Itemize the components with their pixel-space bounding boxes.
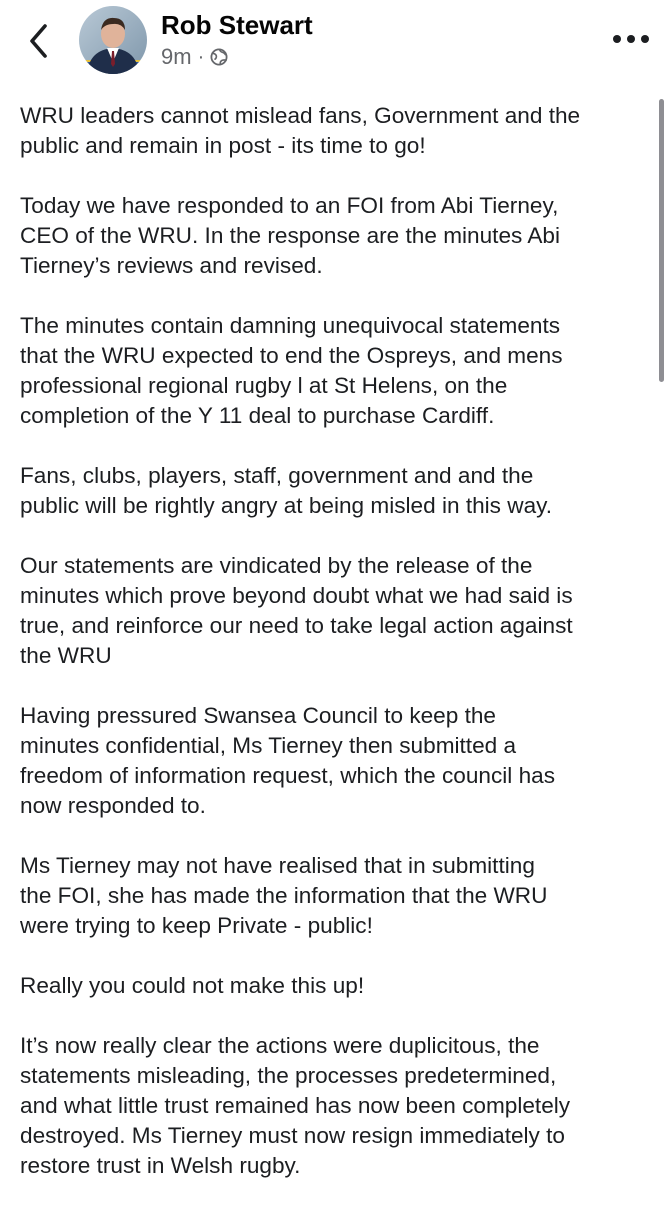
post-paragraph	[20, 851, 650, 941]
post-text-line: freedom of information request, which the council has	[20, 763, 556, 788]
post-text-line: true, and reinforce our need to take legal action against	[20, 613, 573, 638]
post-paragraph	[20, 101, 650, 161]
post-text-line: Having pressured Swansea Council to keep the	[20, 703, 497, 728]
post-text-line: and what little trust remained has now been completely	[20, 1093, 571, 1118]
post-text-line: Today we have responded to an FOI from Abi Tierney,	[20, 193, 559, 218]
post-paragraph	[20, 311, 650, 431]
more-horizontal-icon	[613, 35, 621, 43]
post-paragraph	[20, 461, 650, 521]
globe-icon[interactable]	[210, 48, 228, 66]
post-text-line: minutes confidential, Ms Tierney then submitted a	[20, 733, 517, 758]
post-header	[0, 0, 668, 84]
scrollbar[interactable]	[659, 99, 664, 382]
back-button[interactable]	[22, 20, 56, 62]
post-text-line: completion of the Y 11 deal to purchase Cardiff.	[20, 403, 495, 428]
post-meta	[161, 44, 228, 70]
post-text-line: statements misleading, the processes predetermined,	[20, 1063, 557, 1088]
post-text-line: WRU leaders cannot mislead fans, Government and the	[20, 103, 581, 128]
post-paragraph	[20, 551, 650, 671]
meta-separator: ·	[197, 46, 205, 68]
post-text-line: Our statements are vindicated by the release of the	[20, 553, 533, 578]
post-text-line: Fans, clubs, players, staff, government and and the	[20, 463, 534, 488]
post-text-line: minutes which prove beyond doubt what we had said is	[20, 583, 573, 608]
author-name[interactable]: Rob Stewart	[161, 10, 313, 40]
post-text-line: restore trust in Welsh rugby.	[20, 1153, 301, 1178]
post-text	[20, 101, 650, 1211]
post-paragraph	[20, 701, 650, 821]
post-paragraph	[20, 971, 650, 1001]
post-text-line: public and remain in post - its time to go!	[20, 133, 426, 158]
post-text-line: the FOI, she has made the information that the WRU	[20, 883, 548, 908]
post-text-line: Really you could not make this up!	[20, 973, 365, 998]
more-options-button[interactable]	[606, 24, 656, 54]
post-text-line: the WRU	[20, 643, 112, 668]
post-text-line: were trying to keep Private - public!	[20, 913, 373, 938]
post-text-line: It’s now really clear the actions were duplicitous, the	[20, 1033, 540, 1058]
chevron-left-icon	[29, 23, 49, 59]
post-paragraph	[20, 1031, 650, 1181]
post-text-line: professional regional rugby l at St Helens, on the	[20, 373, 508, 398]
post-text-line: public will be rightly angry at being misled in this way.	[20, 493, 553, 518]
post-text-line: that the WRU expected to end the Ospreys, and mens	[20, 343, 563, 368]
post-text-line: CEO of the WRU. In the response are the minutes Abi	[20, 223, 560, 248]
post-paragraph	[20, 191, 650, 281]
post-timestamp[interactable]: 9m	[161, 44, 192, 69]
post-text-line: now responded to.	[20, 793, 206, 818]
post-text-line: The minutes contain damning unequivocal statements	[20, 313, 561, 338]
post-text-line: Ms Tierney may not have realised that in submitting	[20, 853, 535, 878]
post-text-line: destroyed. Ms Tierney must now resign immediately to	[20, 1123, 565, 1148]
post-text-line: Tierney’s reviews and revised.	[20, 253, 323, 278]
avatar[interactable]	[79, 6, 147, 74]
